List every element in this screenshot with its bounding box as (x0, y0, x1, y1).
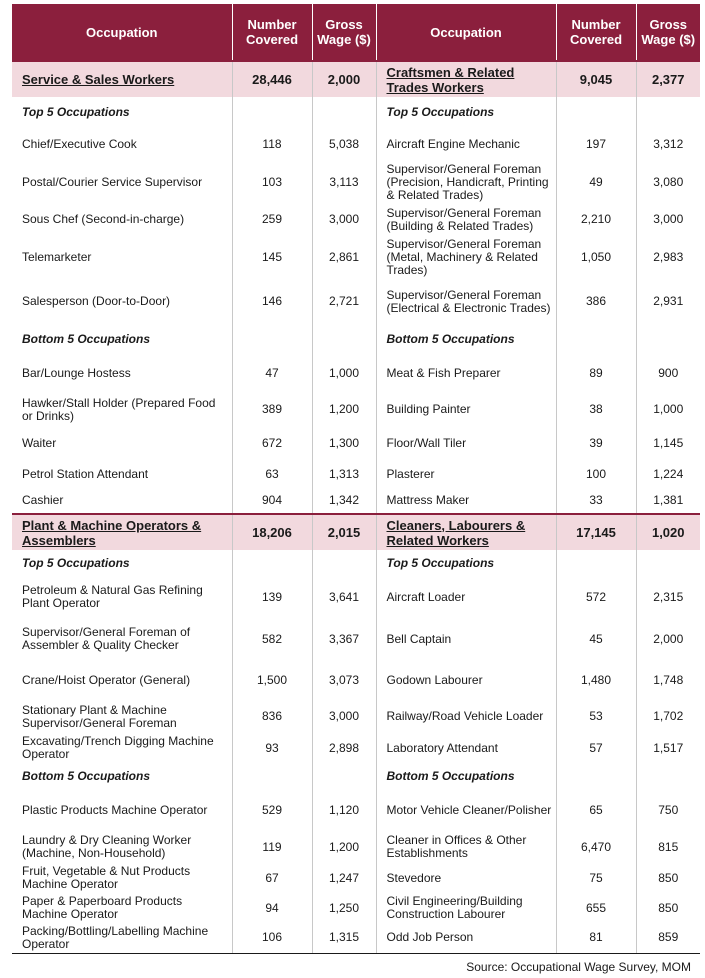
gross-wage-cell: 1,702 (636, 700, 700, 733)
header-gross-wage-2: Gross Wage ($) (636, 4, 700, 61)
occupation-cell: Top 5 Occupations (22, 555, 130, 570)
gross-wage-cell (312, 763, 376, 789)
occupation-cell: Building Painter (376, 392, 556, 427)
occupation-cell: Craftsmen & Related Trades Workers (376, 61, 556, 97)
gross-wage-cell: 2,983 (636, 236, 700, 279)
occupation-cell: Bottom 5 Occupations (376, 763, 556, 789)
number-covered-cell: 118 (232, 127, 312, 161)
occupation-cell: Odd Job Person (376, 923, 556, 953)
gross-wage-cell: 850 (636, 893, 700, 923)
occupation-cell: Fruit, Vegetable & Nut Products Machine Operator (22, 864, 191, 891)
occupation-cell: Supervisor/General Foreman of Assembler & Quality Checker (22, 625, 191, 652)
number-covered-cell (232, 763, 312, 789)
category-row (12, 514, 700, 550)
gross-wage-cell: 1,120 (312, 789, 376, 831)
occupation-cell: Supervisor/General Foreman (Metal, Machinery & Related Trades) (376, 236, 556, 279)
gross-wage-cell: 3,367 (312, 618, 376, 660)
table-row (12, 127, 700, 161)
occupation-cell: Civil Engineering/Building Construction Labourer (376, 893, 556, 923)
gross-wage-cell: 2,000 (636, 618, 700, 660)
gross-wage-cell (636, 97, 700, 127)
occupation-cell: Bottom 5 Occupations (22, 768, 151, 783)
gross-wage-cell: 1,200 (312, 392, 376, 427)
occupation-cell: Stevedore (376, 863, 556, 893)
number-covered-cell: 75 (556, 863, 636, 893)
gross-wage-cell: 1,000 (312, 354, 376, 392)
header-number-covered: Number Covered (232, 4, 312, 61)
gross-wage-cell: 3,000 (312, 203, 376, 236)
gross-wage-cell: 1,247 (312, 863, 376, 893)
occupation-cell: Supervisor/General Foreman (Precision, Handicraft, Printing & Related Trades) (376, 161, 556, 203)
number-covered-cell: 93 (232, 733, 312, 763)
number-covered-cell: 53 (556, 700, 636, 733)
number-covered-cell: 63 (232, 460, 312, 488)
gross-wage-cell: 2,315 (636, 576, 700, 618)
occupation-cell: Crane/Hoist Operator (General) (22, 672, 191, 687)
number-covered-cell (556, 763, 636, 789)
table-row (12, 733, 700, 763)
number-covered-cell: 94 (232, 893, 312, 923)
occupation-cell: Godown Labourer (376, 660, 556, 700)
table-row (12, 660, 700, 700)
number-covered-cell: 389 (232, 392, 312, 427)
table-row (12, 893, 700, 923)
subheading-row (12, 324, 700, 354)
number-covered-cell: 386 (556, 279, 636, 324)
gross-wage-cell (636, 550, 700, 576)
occupation-cell: Petroleum & Natural Gas Refining Plant Operator (22, 583, 203, 610)
gross-wage-cell: 1,250 (312, 893, 376, 923)
number-covered-cell: 28,446 (232, 61, 312, 97)
number-covered-cell: 81 (556, 923, 636, 953)
gross-wage-cell (312, 324, 376, 354)
gross-wage-cell: 3,641 (312, 576, 376, 618)
subheading-row (12, 97, 700, 127)
occupation-cell: Top 5 Occupations (22, 104, 130, 119)
number-covered-cell: 47 (232, 354, 312, 392)
gross-wage-cell: 900 (636, 354, 700, 392)
number-covered-cell: 17,145 (556, 514, 636, 550)
occupation-cell: Salesperson (Door-to-Door) (22, 294, 171, 308)
gross-wage-cell: 1,313 (312, 460, 376, 488)
table-row (12, 427, 700, 460)
table-row (12, 831, 700, 863)
table-row (12, 618, 700, 660)
number-covered-cell: 39 (556, 427, 636, 460)
gross-wage-cell (312, 97, 376, 127)
occupation-cell: Aircraft Loader (376, 576, 556, 618)
header-occupation: Occupation (12, 4, 232, 61)
occupation-cell: Railway/Road Vehicle Loader (376, 700, 556, 733)
occupation-cell: Cleaner in Offices & Other Establishments (376, 831, 556, 863)
gross-wage-cell: 3,080 (636, 161, 700, 203)
table-row (12, 354, 700, 392)
table-body (12, 61, 700, 953)
occupation-cell: Stationary Plant & Machine Supervisor/General Foreman (22, 702, 177, 730)
header-gross-wage: Gross Wage ($) (312, 4, 376, 61)
gross-wage-cell: 2,931 (636, 279, 700, 324)
occupation-cell: Plasterer (376, 460, 556, 488)
occupation-cell: Excavating/Trench Digging Machine Operator (22, 734, 214, 761)
gross-wage-cell: 1,381 (636, 488, 700, 514)
occupation-cell: Cashier (22, 493, 64, 507)
number-covered-cell: 836 (232, 700, 312, 733)
number-covered-cell: 100 (556, 460, 636, 488)
occupation-cell: Sous Chef (Second-in-charge) (22, 212, 185, 226)
occupation-cell: Bottom 5 Occupations (22, 331, 151, 346)
number-covered-cell: 67 (232, 863, 312, 893)
number-covered-cell: 38 (556, 392, 636, 427)
number-covered-cell: 119 (232, 831, 312, 863)
gross-wage-cell: 1,145 (636, 427, 700, 460)
source-note: Source: Occupational Wage Survey, MOM (466, 960, 691, 974)
number-covered-cell: 2,210 (556, 203, 636, 236)
wage-table-container (12, 4, 700, 954)
gross-wage-cell: 3,312 (636, 127, 700, 161)
table-row (12, 279, 700, 324)
gross-wage-cell: 1,000 (636, 392, 700, 427)
occupation-cell: Top 5 Occupations (376, 550, 556, 576)
occupation-cell: Postal/Courier Service Supervisor (22, 174, 203, 189)
wage-table (12, 4, 700, 954)
gross-wage-cell: 2,898 (312, 733, 376, 763)
gross-wage-cell: 1,200 (312, 831, 376, 863)
table-header-row (12, 4, 700, 61)
number-covered-cell: 146 (232, 279, 312, 324)
table-row (12, 576, 700, 618)
number-covered-cell: 89 (556, 354, 636, 392)
occupation-cell: Waiter (22, 436, 57, 450)
number-covered-cell (556, 97, 636, 127)
gross-wage-cell: 2,015 (312, 514, 376, 550)
occupation-cell: Aircraft Engine Mechanic (376, 127, 556, 161)
table-row (12, 700, 700, 733)
number-covered-cell (232, 324, 312, 354)
gross-wage-cell: 3,000 (312, 700, 376, 733)
table-row (12, 488, 700, 514)
gross-wage-cell: 815 (636, 831, 700, 863)
table-row (12, 392, 700, 427)
occupation-cell: Service & Sales Workers (12, 61, 232, 97)
occupation-cell: Meat & Fish Preparer (376, 354, 556, 392)
occupation-cell: Mattress Maker (376, 488, 556, 514)
gross-wage-cell: 2,861 (312, 236, 376, 279)
gross-wage-cell: 1,342 (312, 488, 376, 514)
number-covered-cell: 672 (232, 427, 312, 460)
occupation-cell: Laundry & Dry Cleaning Worker (Machine, Non-Household) (22, 833, 192, 860)
table-row (12, 863, 700, 893)
occupation-cell: Bar/Lounge Hostess (22, 365, 131, 380)
number-covered-cell: 145 (232, 236, 312, 279)
occupation-cell: Paper & Paperboard Products Machine Operator (22, 894, 183, 921)
occupation-cell: Supervisor/General Foreman (Electrical & Electronic Trades) (376, 279, 556, 324)
number-covered-cell: 106 (232, 923, 312, 953)
gross-wage-cell: 5,038 (312, 127, 376, 161)
number-covered-cell: 259 (232, 203, 312, 236)
gross-wage-cell: 2,377 (636, 61, 700, 97)
occupation-cell: Cleaners, Labourers & Related Workers (376, 514, 556, 550)
number-covered-cell: 582 (232, 618, 312, 660)
header-number-covered-2: Number Covered (556, 4, 636, 61)
occupation-cell: Motor Vehicle Cleaner/Polisher (376, 789, 556, 831)
occupation-cell: Bottom 5 Occupations (376, 324, 556, 354)
number-covered-cell (556, 550, 636, 576)
gross-wage-cell: 750 (636, 789, 700, 831)
number-covered-cell: 9,045 (556, 61, 636, 97)
number-covered-cell (232, 97, 312, 127)
occupation-cell: Chief/Executive Cook (22, 136, 137, 151)
number-covered-cell: 139 (232, 576, 312, 618)
number-covered-cell (556, 324, 636, 354)
gross-wage-cell: 2,721 (312, 279, 376, 324)
gross-wage-cell: 1,315 (312, 923, 376, 953)
table-row (12, 923, 700, 953)
number-covered-cell: 904 (232, 488, 312, 514)
gross-wage-cell: 1,224 (636, 460, 700, 488)
gross-wage-cell: 3,000 (636, 203, 700, 236)
occupation-cell: Hawker/Stall Holder (Prepared Food or Drinks) (22, 395, 216, 423)
number-covered-cell (232, 550, 312, 576)
occupation-cell: Telemarketer (22, 250, 92, 264)
gross-wage-cell (636, 324, 700, 354)
number-covered-cell: 45 (556, 618, 636, 660)
occupation-cell: Packing/Bottling/Labelling Machine Operator (12, 923, 232, 953)
gross-wage-cell (636, 763, 700, 789)
gross-wage-cell: 859 (636, 923, 700, 953)
occupation-cell: Top 5 Occupations (376, 97, 556, 127)
occupation-cell: Floor/Wall Tiler (376, 427, 556, 460)
occupation-cell: Plastic Products Machine Operator (22, 802, 208, 817)
number-covered-cell: 572 (556, 576, 636, 618)
gross-wage-cell: 3,073 (312, 660, 376, 700)
number-covered-cell: 33 (556, 488, 636, 514)
number-covered-cell: 6,470 (556, 831, 636, 863)
gross-wage-cell: 1,748 (636, 660, 700, 700)
number-covered-cell: 49 (556, 161, 636, 203)
number-covered-cell: 65 (556, 789, 636, 831)
occupation-cell: Supervisor/General Foreman (Building & Related Trades) (376, 203, 556, 236)
table-row (12, 236, 700, 279)
table-row (12, 161, 700, 203)
occupation-cell: Petrol Station Attendant (22, 466, 149, 481)
header-occupation-2: Occupation (376, 4, 556, 61)
occupation-cell: Bell Captain (376, 618, 556, 660)
number-covered-cell: 57 (556, 733, 636, 763)
table-row (12, 789, 700, 831)
number-covered-cell: 655 (556, 893, 636, 923)
subheading-row (12, 550, 700, 576)
number-covered-cell: 197 (556, 127, 636, 161)
gross-wage-cell (312, 550, 376, 576)
number-covered-cell: 1,050 (556, 236, 636, 279)
gross-wage-cell: 850 (636, 863, 700, 893)
gross-wage-cell: 1,517 (636, 733, 700, 763)
number-covered-cell: 1,480 (556, 660, 636, 700)
category-row (12, 61, 700, 97)
number-covered-cell: 529 (232, 789, 312, 831)
subheading-row (12, 763, 700, 789)
table-row (12, 460, 700, 488)
number-covered-cell: 18,206 (232, 514, 312, 550)
number-covered-cell: 103 (232, 161, 312, 203)
number-covered-cell: 1,500 (232, 660, 312, 700)
gross-wage-cell: 1,300 (312, 427, 376, 460)
occupation-cell: Plant & Machine Operators & Assemblers (12, 514, 232, 550)
gross-wage-cell: 2,000 (312, 61, 376, 97)
table-row (12, 203, 700, 236)
gross-wage-cell: 3,113 (312, 161, 376, 203)
occupation-cell: Laboratory Attendant (376, 733, 556, 763)
gross-wage-cell: 1,020 (636, 514, 700, 550)
